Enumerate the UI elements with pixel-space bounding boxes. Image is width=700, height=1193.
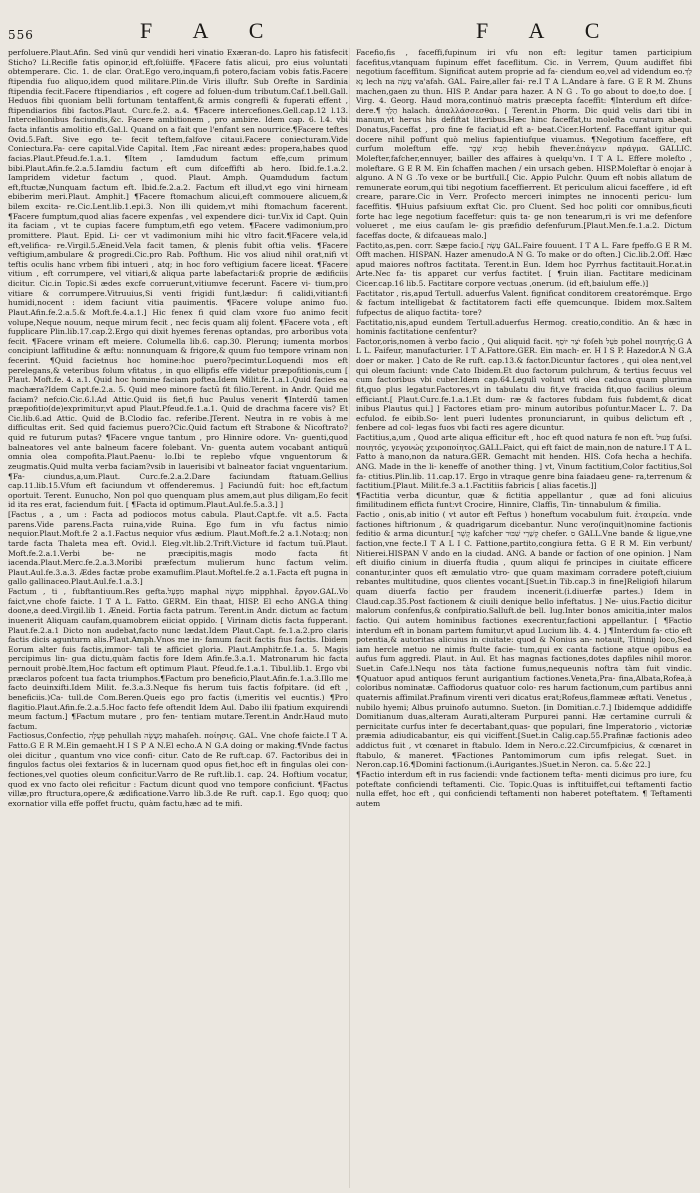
right-column — [356, 48, 692, 1188]
page-number: 556 — [8, 28, 34, 42]
entry-factito: Factito,as,pen. corr. Sæpe facio.[ עָשָׂה GAL.Faire fouuent. I T A L. Fare fpeffo.G E R M. Offt machen. HISPAN. Hazer amenudo.A N G. To make or do often.] Cic.lib.2.Off. Hæc apud maiores noftros factitata. Terent.in Eun. Idem hoc Pyrrhus factitauit.Hor.at.in Arte.Nec fa- tis apparet cur verfus factitet. [ ¶ruin ilian. Factitare medicinam Cicer.cap.16 lib.5. Factitare corpore vectuas ,onerum. (id eft,baiulum effe.)] — [356, 240, 692, 288]
entry-factitatio: Factitatio,nis,apud eundem Tertull.aduerfus Hermog. creatio,conditio. An & hæc in hominis factitatione cenfentur? — [356, 317, 692, 337]
entry-factitia-verba: ¶Factitia verba dicuntur, quæ & fictitia appellantur , quæ ad foni alicuius fimilitudinem efficta funt:vt Crocire, Hinnire, Claffis, Tin- tinnabulum & fimilia. — [356, 490, 692, 510]
entry-factus-confectio: Factiosus,Confectio, פְּעֻלָּה pehullah מַעֲשֶׂה mahaſeh. ποίησις. GAL. Vne chofe faicte.I T A. Fatto.G E R M.Ein gemaeht.H I S P A N.El echo.A N G.A doing or making.¶Vnde factus olei dicitur , quantum vno vice confi- citur. Cato de Re ruft.cap. 67. Factoribus dei in fingulos factus olei fextarios & in lucernam quod opus fiet,hoc eft in fingulas olei con- fectiones,vel quoties oleum conficitur.Varro de Re ruft.lib.1. cap. 24. Hoftium vocatur, quod ex vno facto olei reficitur : Factum dicunt quod vno tempore conficiunt. ¶Factus villæ,pro ftructura,opere,& ædificatione.Varro lib.3.de Re ruft. cap.1. Ego quoq; quo exornatior villa effe poffet fructu, quàm factu,hæc ad te mifi. — [8, 731, 348, 808]
entry-factitius: Factitius,a,um , Quod arte aliqua efficitur eft , hoc eft quod natura fe non eft. פָּעוּל ſuſsi. ποιητός, γεγονώς χειροποίητος.GALL.Faict, qui eft faict de main,non de nature.I T A L. Fatto à mano,non da natura.GER. Gemacht mit henden. HIS. Cofa hecha a hechifa. ANG. Made in the li- keneffe of another thing. ] vt, Vinum factitium,Color factitius,Sol fa- ctitius.Plin.lib. 11.cap.17. Ergo in vtraque genre bina faiadaeu gene- ra,terrenum & factitium.[Plaut. Milit.fe.3 a.1.Factitiis fabricis [ alias facetis.]] — [356, 433, 692, 491]
entry-factum: Factum , ti , fubftantiuum.Res gefta.מִפְעָל maphal מִעֲשֶׂה mipphhal. ἔργον.GAL.Vo faict,vne chofe faicte. I T A L. Fatto. GERM. Ein thaat, HISP. El echo ANG.A thing doone,a deed.Virgil.lib 1. Æneid. Fortia facta patrum. Terent.in Andr. dictum ac factum inuenerit Aliquam caufam,quamobrem eiiciat oppido. [ Virinam dictis facta fupperant. Plaut.fe.2.a.1 Dicto non audebat,facto nunc lædat.Idem Plaut.Capt. fe.1.a.2.pro claris factis dicis agunturm alis.Plaut.Amph.Vnos me in- famum facit factis fius factis. Ibidem Eorum alter fuis factis,immor- tali te afficiet gloria. Plaut.Amphitr.fe.1.a. 5. Magis percipimus lin- gua dictu,quàm factis fore Idem Afin.fe.3.a.1. Matronarum hic facta pernouit probè.Item,Hoc factum eft optimum Plaut. Pfeud.fe.1.a.1. Tibul.lib.1. Ergo vbi præclaros pofcent tua facta triumphos.¶Factum pro beneficio,Plaut.Afin.fe.1.a.3.Illo me facto deuinxifti.Idem Milit. fe.3.a.3.Neque fis herum tuis factis fofpitare. (id eft , beneficiis.)Ca- tull.de Com.Beren.Queis ego pro factis (i,meritis vel eucntis.) ¶Pro flagitio.Plaut.Afin.fe.2.a.5.Hoc facto fefe oftendit Idem Aul. Dabo ilii fpatium exquirendi meum factum.] ¶Factum mutare , pro fen- tentiam mutare.Terent.in Andr.Haud muto factum. — [8, 587, 348, 731]
entry-factor: Factor,oris,nomen à verbo facio , Qui aliquid facit. יֹצֵר יוֹסֵף foſeh פֹּעֵל pohel ποιητής.G A L L. Faifeur, manufacturier. I T A.Fattore.GER. Ein mach- er. H I S P. Hazedor.A N G.A doer or maker. ] Cato de Re ruft. cap.13.& factor.Dicuntur factores , qui olea nent,vel qui oleum faciunt: vnde Cato Ibidem.Et duo factorum pulchrum, & tertius fecuus vel cum factoribus vbi cuber.Idem cap.64.Legulì volunt vti olea caduca quam plurima fit,quo plus legatur.Factores,vt in tabulatu diu fit,ve fracida fit,quo facilius oleum efficiant.[ Plaut.Curc.fe.1.a.1.Et dum- ræ & factores fubdam fuis fubdemt,& dicat inibus Plautus qui.] ] Factores etiam pro- minum autoribus poſuntur.Macer L. 7. Da ecfulod. fe eibib.So- lent pueri ludentes pronunciarunt, in quibus delictum eft , fenbere ad col- legas fuos vbi facti res agere dicuntur. — [356, 336, 692, 433]
column-divider — [349, 48, 350, 1188]
entry-facesso: Facefio,fis , faceffi,fupinum iri vfu non eft: legitur tamen participium facefitus,vtanquam fupinum effet faceflitum. Cic. in Verrem, Quum audiffet fibi negotium faceffitum. Significat autem proprie ad fa- ciendum eo,vel ad videndum eo.לֵךְ נָא lech na עֲשֵׂה va'afah. GAL. Faire,aller fai- re.I T A L.Andare à fare. G E R M. Zhuns machen,gaen zu thun. HIS P. Andar para hazer. A N G . To go about to doe,to doe. [ Virg. 4. Georg. Haud mora,continuò matris præcepta faceffit: ¶Interdum eft difce- dere.¶ הָלַךְ halach. ἀπαλλάσσεσθαι. [ Terent.in Phorm. Dic quid velis dari tibi in manum,vt herus his defiftat literibus.Hæc hinc faceffat,tu molefta curaturn abeat. Donatus,Faceffat , pro fine fe faciat,id eft a- beat.Cicer.Hortenf. Faceffant igitur qui docere nihil poffunt quò melius fapientiufque viuamus. ¶Negotium faceffere, eft curfum moleftum effe. הֶבִיא שֶׁבֶר hebih fhever.ἐπάγειν πράγμα. GALLIC. Molefter,fafcher,ennuyer, bailler des affaires à quelqu'vn. I T A L. Effere moleſto , moleftare. G E R M. Ein ſchaffen machen / ein ursach geben. HISP.Moleftar ò enojar à alguno. A N G .To vexe or be burtfull.[ Cic. Appio Pulchr. Quum eft nobis allatum de remunerate eorum,qui tibi negotium faceffierrent. Et periculum alicui faceffere , id eft creare, parare.Cic in Verr. Profecto merceri inimptes ne innocenti pericu- lum faceffitis. ¶Huius pafsiuum exftat Cic. pro Cluent. Sed hoc politi cor omnibus,ficuti forte hac lege negotium faceffetur: quis ta- ge non tenearum,ri is vri me defenfore volueret , me eius cauſam le- gis præfidio defenfurum.[Plaut.Men.fe.1.a.2. Dictum faceffas docte, & difcaueas malo.] — [356, 48, 692, 240]
entry-factio: Factio , onis,ab initio ( vt autor eft Feftus ) honeftum vocabulum fuit. ἑταιρεία. vnde factiones hiftrionum , & quadrigarum dicebantur. Nunc vero(inquit)nomine factionis feditio & arma dicuntur.[ קֶשֶׁר kafcher קְשֵׁרֵי שִׁבּוּר chefer. ס GALL.Vne bande & ligue,vne faction,vne fecte.I T A L I C. Fattione,partito,congiura fetta. G E R M. Ein verbunt/ Nitierei.HISPAN V ando en la ciudad. ANG. A bande or faction of one opinion. ] Nam eft diuifio cinium in diuerfa ftudia , quum aliqui fe principes in ciuitate efficere conantur,inter quos eft æmulatio vtro- que quam maximam corradere poteft,ciuium rebantes multitudine, quos clientes vocant.[Suet.in Tib.cap.3 in fine]Religiofi hilarum quam diuerfa factio per fraudem incenerit.(i.diuerfæ partes.) Idem in Claud.cap.35.Post factionem & ciuili denique bello infeftatus. ] Ne- uius.Factio dicitur malorum confenfus,& confpiratio.Salluft.de bell. Iug.Inter bonos amicitia,inter malos factio. Qui autem hominibus factiones execrentur,factioni appellantur. [ ¶Factio interdum eft in bonam partem fumitur,vt apud Lucium lib. 4. 4. ] ¶Interdum fa- ctio eft potentia,& autoritas alicuius in ciuitate: quod & Nonius an- notauit, Titinnij loco,Sed iam hercle metuo ne nimis ftulte facie- tum,qui ex canta factione atque opibus ea aufus fum aggredi. Plaut. in Aul. Et has magnas factiones,dotes dapfiles nihil moror. Suet.in Cafe.l.Nequ nos tàta factione fumus,nequeunis noftra tàm fuit vindic. ¶Quatuor apud antiquos ferunt aurigantium factiones.Veneta,Pra- fina,Albata,Rofea,à coloribus nominatæ. Caffiodorus quatuor colo- res harum factionum,cum partibus anni quaternis affimilat.Prafinum virenti veri dicatus erat;Rofeus,flammeæ æftati. Venetus , nubilo hyemi; Albus pruinofo autumno. Sueton. [in Domitian.c.7.] Ibidemque addidiffe Domitianum duas,alteram Aurati,alteram Purpurei panni. Hæ certamine curruli & pernicitate curfus inter fe decertabant,quas- que populari, fine Imperatorio , victoriæ præmia adiudicabantur, eis qui viciffent.[Suet.in Calig.cap.55.Prafinæ factionis adeo addictus fuit , vt cœnaret in ftabulo. Idem in Nero.c.22.Circumfpicius, & cœnaret in ftabulo, & maneret. ¶Factiones Pantomimorum cum ipfis relegat. Suet. in Neron.cap.16.¶Domini factionum.(i.Aurigantes.)Suet.in Neron. ca. 5.&c 22.] — [356, 510, 692, 770]
running-head-left: F A C — [140, 18, 282, 43]
entry-facere-phrases: perfoluere.Plaut.Afin. Sed vinū qur vendidi heri vinatio Exæran-do. Lapro his fatisfecit Sticho? Li.Recifle fatis opinor,id eft,folüiffe. ¶Facere fatis alicui, pro eius voluntati obtemperare. Cic. 1. de clar. Orat.Ego vero,inquam,fi potero,faciam vobis fatis.Facere ftipendia fuo aliquo,idem quod militare.Plin.de Viris illuftr. Sub Orefte in Sardinia ftipendia fecit.Facere ftipendiarios , eft cogere ad foluen-dum tributum.Caf.1.bell.Gall. Heduos fibi quoniam belli fortunam tentaffent,& armis congrefli & fuperati effent , ftipendiarios fibi factos.Plaut. Curc.fe.2. a.4. ¶Facere intercefiones.Gell.cap.12 l.13. Intercellionibus faciundis,&c. Facere ambitionem , pro ambire. Idem cap. 6. l.4. vbi facta infantis amolitio eft.Gal.l. Quand on a fait que l'enfant sen nourrice.¶Facere teftes Ovid.5.Faft. Sive ego te- fecit teftem,falfove citaui.Facere coniecturam.Vide Coniectura.Fa- cere capital.Vide Capital. Item ,Fac nireant ædes: propera,habes quod facias.Plaut.Pfeud.fe.1.a.1. ¶Item , Iamdudum factum effe,cum primum bibi.Plaut.Afin.fe.2.a.5.Iamdiu factum eft cum difceffifti ab hero. Ibid.fe.1.a.2. Iampridem videtur factum , quod. Plaut. Amph. Quamdudum factum eft,ftuctæ,Nunquam factum eft. Ibid.fe.2.a.2. Factum eft illud,vt ego vini hirneam ebiberim meri.Plaut. Amphit.] ¶Facere ftomachum alicui,eft commouere alicuem,& bilem excita- re.Cic.Lent.lib.1.epi.3. Non illi quidem,vt mihi ftomachum facerent. ¶Facere fumptum,quod alias facere expenfas , vel expendere dici- tur.Vix id Capt. Quin ita faciam , vt te cupias facere fumptum,etfi ego vetem. ¶Facere vadimonium,pro promittere. Plaut. Epid. Li- cer vt vadimonium mihi hic vltro facit.¶Facere vela,id eft,velifica- re.Virgil.5.Æneid.Vela facit tamen, & plenis fubit oftia velis. ¶Facere veftigium,ambulare & progredi.Cic.pro Rab. Pofthum. Hic vos aliud nihil orat,nifi vt teftis oculis hanc vrbem fibi intueri , atq; in hoc foro veftigium facere liceat. ¶Facere vitium , eft corrumpere, vel vitiari,& aliqua parte labefactari:& proprie de ædificiis dicitur. Cic.in Topic.Si ædes excfe corruerunt,vitiumve fecerunt. Facere vi- tium,pro vitiare & corrumpere.Vitruuius,Si venti frigidi funt,lædur: fi calidi,vitiant:fi humidi,nocent : idem faciunt vitia pauimentis. ¶Facere volupe animo fuo. Plaut.Afin.fe.2.a.5.& Moft.fe.4.a.1.] Hic fenex fi quid clam vxore fuo animo fecit volupe,Neque nouum, neque mirum fecit , nec fecis quam alij folent. ¶Facere vota , eft fupplicare Plin.lib.17.cap.2.Ergo qui dixit hyemes ferenas optandas, pro arboribus vota fecit. ¶Facere vrinam eft meiere. Columella lib.6. cap.30. Plerunq; iumenta morbos concipiunt laffitudine & æftu: nonnunquam & frigore,& quum fuo tempore vrinam non fecerint. ¶Quid facietnus hoc homine:hoc puero?pecimtur.Loquendi mos eft perelegans,& veteribus folum vfitatus , in quo ellipfis effe videtur præpofitionis,cum [ Plaut. Moft.fe. 4. a.1. Quid hoc homine faciam poftea.Idem Milit.fe.1.a.1.Quid facies ea machæra?Idem Capt.fe.2.a. 5. Quid meo minore factū fit filio.Terent. in Andr. Quid me faciam? nefcio.Cic.6.l.Ad Attic.Quid iis fiet,fi huc Paulus venerit ¶Interdū tamen præpofitio(de)exprimitur,vt apud Plaut.Pfeud.fe.1.a.1. Quid de drachma facere vis? Et Cic.lib.6.ad Attic. Quid de B.Clodio fac. referibe.]Terent. Neutra in re vobis à me difficultas erit. Sed quid faciemus puero?Cic.Quid factum eft Strabone & Nicoftrato?quid re futurum putas? ¶Facere vngue tantum , pro Hinnire odore. Vn- guenti,quod balneatores vel ante balneum facere folebant. Vn- guenta autem vocabant antiquū omnia olea compofita.Plaut.Paenu- lo.Ibi te replebo vfque vnguentorum & zeugmatis.Quid multa verba faciam?vsib in lauerisibi vt balneator faciat vnguentarium. ¶Fa- ciundus,a,um.Plaut. Curc.fe.2.a.2.Dare faciundam ftatuam.Gellius cap.11.lib.15.Vfum eft faciundum vt offenderemus. ] Faciundū fuit: hoc eft,factum oportuit. Terent. Eunucho, Non pol quo quenquam plus amem,aut plus diligam,Eo fecit id ita res erat, faciendum fuit. [ ¶Facta id optimum.Plaut.Aul.fe.5.a.3.] ] — [8, 48, 348, 510]
running-head-right: F A C — [476, 18, 618, 43]
entry-factus: [Factus , a , um : Facta ad podiocos motus cabula. Plaut.Capt.fe. vlt a.5. Facta parens.Vide parens.Facta ruina,vide Ruina. Ego fum in vfu factus nimio nequior.Plaut.Moft.fe 2 a.1.Factus nequior vfus ædium. Plaut.Moft.fe.2 a.1.Nota:q; non tarde facta Thaleta mea eft. Ovid.l. Eleg.vlt.lib.2.Trift.Victure id factum tuū.Plaut. Moft.fe.2.a.1.Verbi be- ne præcipitis,magis modo facta fit iacenda.Plaut.Merc.fe.2.a.3.Moribi præfectum mulierum hunc factum velim. Plaut.Aul.fe.3.a.3. Ædes factæ probe examuflim.Plaut.Moftel.fe.2 a.1.Facta eft pugna in gallo gallinaceo.Plaut.Aul.fe.1.a.3.] — [8, 510, 348, 587]
entry-factitator: Factitator , ris,apud Tertull. aduerfus Valent. fignificat conditorem creatorémque. Ergo & factum intelligebat & factitatorem facti effe quemcunque. Ibidem mox.Saltem fufpectus de aliquo factita- tore? — [356, 288, 692, 317]
entry-factio-testamenti: ¶Factio interdum eft in rus faciendi: vnde factionem tefta- menti dicimus pro iure, fcu poteftate conficiendi teftamenti. Cic. Topic.Quas is inftituiffet,cui teftamenti factio nulla effet, hoc eft , qui conficiendi teftamenti non haberet poteftatem. ¶ Teftamenti autem — [356, 769, 692, 808]
left-column — [8, 48, 348, 1188]
